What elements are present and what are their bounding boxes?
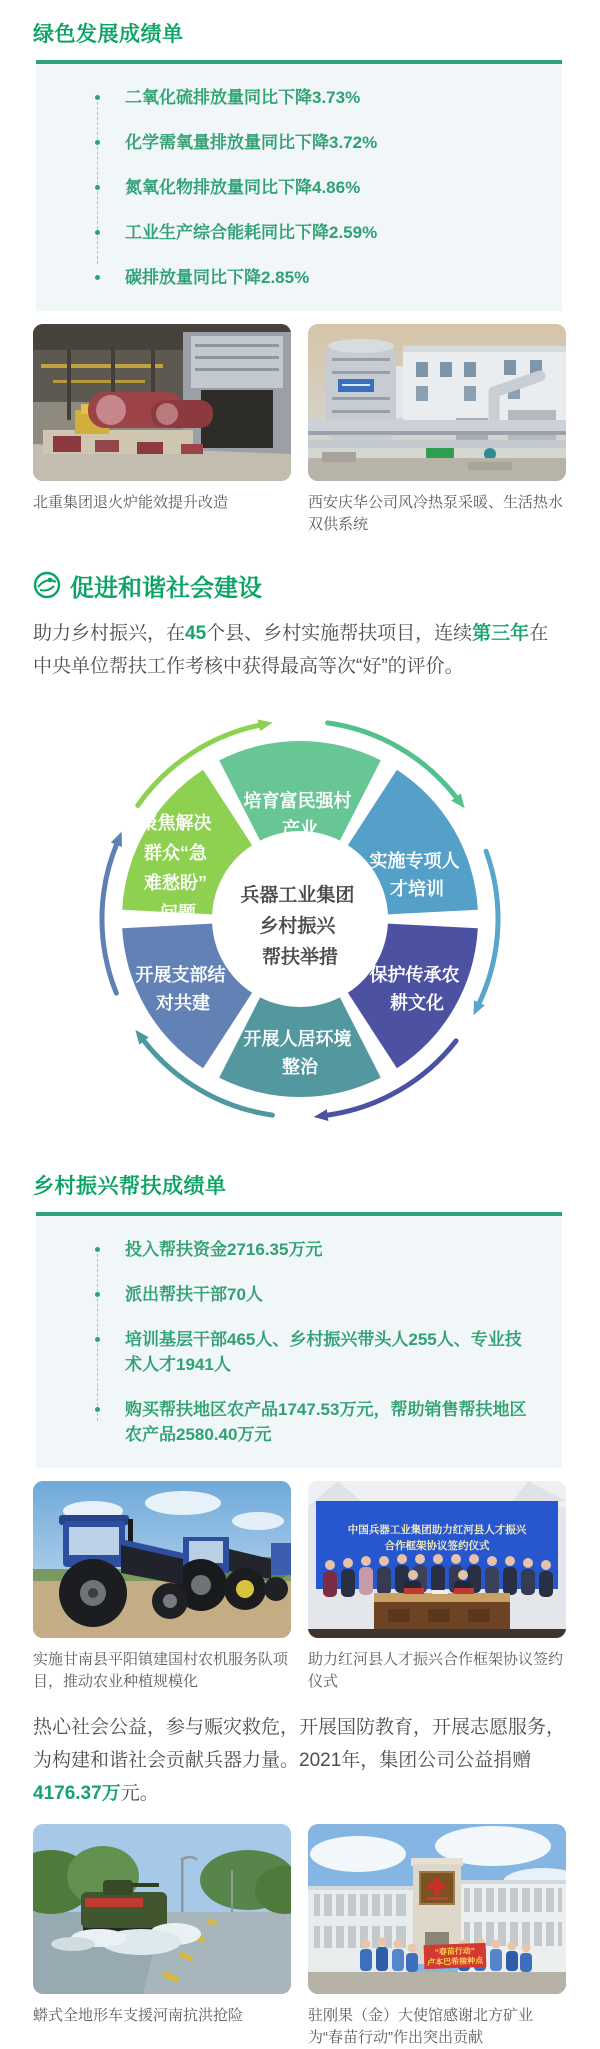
svg-text:卢本巴希接种点: 卢本巴希接种点 (427, 1956, 484, 1968)
figure-vaccination-site (308, 1824, 566, 2049)
harmony-globe-icon (33, 571, 61, 599)
list-item: 二氧化硫排放量同比下降3.73% (80, 85, 536, 110)
paragraph-text: 助力乡村振兴，在 (33, 622, 186, 644)
assistance-wheel-diagram (85, 707, 515, 1136)
wheel-label-industry: 培育富民强村 产业 (243, 791, 352, 839)
list-item: 碳排放量同比下降2.85% (80, 265, 536, 290)
figure-annealing-furnace (33, 324, 291, 536)
list-item: 派出帮扶干部70人 (80, 1282, 536, 1307)
list-item: 投入帮扶资金2716.35万元 (80, 1237, 536, 1262)
rural-scorecard-list (80, 1237, 536, 1447)
list-item: 化学需氧量排放量同比下降3.72% (80, 130, 536, 155)
social-paragraph (33, 617, 567, 684)
figure-caption: 助力红河县人才振兴合作框架协议签约仪式 (308, 1651, 564, 1690)
figure-signing-ceremony (308, 1481, 566, 1693)
figure-caption: 驻刚果（金）大使馆感谢北方矿业为“春苗行动”作出突出贡献 (308, 2007, 534, 2046)
figure-heat-pump (308, 324, 566, 536)
highlighted-figure: 45 (185, 622, 207, 644)
signing-backdrop-title-line1: 中国兵器工业集团助力红河县人才振兴 (347, 1524, 527, 1536)
green-figures-row (33, 324, 567, 536)
highlighted-figure: 4176.37万 (33, 1783, 121, 1804)
list-item: 工业生产综合能耗同比下降2.59% (80, 220, 536, 245)
svg-text:“春苗行动”: “春苗行动” (434, 1946, 475, 1957)
wheel-label-party: 开展支部结 对共建 (135, 965, 226, 1013)
photo-annealing-furnace-image (33, 324, 291, 481)
social-section-header (33, 568, 567, 603)
wheel-label-culture: 保护传承农 耕文化 (369, 965, 460, 1013)
highlighted-figure: 第三年 (472, 622, 530, 644)
list-item: 氮氧化物排放量同比下降4.86% (80, 175, 536, 200)
paragraph-text: 个县、乡村实施帮扶项目，连续 (206, 622, 473, 644)
welfare-figures-row (33, 1824, 567, 2049)
wheel-label-talent: 实施专项人 才培训 (369, 851, 460, 899)
photo-tractors-image (33, 1481, 291, 1638)
figure-caption: 蟒式全地形车支援河南抗洪抢险 (33, 2007, 244, 2025)
figure-flood-rescue (33, 1824, 291, 2049)
welfare-paragraph (33, 1711, 567, 1811)
figure-caption: 北重集团退火炉能效提升改造 (33, 494, 229, 511)
photo-flood-rescue-image (33, 1824, 291, 1994)
green-scorecard-list (80, 85, 536, 290)
paragraph-text: 元。 (120, 1783, 159, 1804)
paragraph-text: 在中央单位帮扶工作考核中获得最高等次“好”的评价。 (33, 622, 549, 677)
figure-caption: 西安庆华公司风冷热泵采暖、生活热水双供系统 (308, 494, 564, 533)
vaccination-banner (424, 1943, 487, 1969)
green-scorecard-title: 绿色发展成绩单 (33, 23, 184, 46)
wheel-label-urgent: 聚焦解决 群众“急 难愁盼” 问题 (139, 813, 212, 923)
wheel-label-environment: 开展人居环境 整治 (243, 1029, 352, 1077)
paragraph-text: 热心社会公益，参与赈灾救危，开展国防教育，开展志愿服务，为构建和谐社会贡献兵器力量。2021年，集团公司公益捐赠 (33, 1716, 566, 1771)
rural-figures-row (33, 1481, 567, 1693)
photo-vaccination-site-image (308, 1824, 566, 1994)
wheel-center-label: 兵器工业集团 乡村振兴 帮扶举措 (240, 885, 355, 968)
list-item: 购买帮扶地区农产品1747.53万元，帮助销售帮扶地区农产品2580.40万元 (80, 1397, 536, 1447)
figure-tractors (33, 1481, 291, 1693)
rural-scorecard-title: 乡村振兴帮扶成绩单 (33, 1175, 227, 1198)
photo-signing-ceremony-image (308, 1481, 566, 1638)
rural-scorecard-box (36, 1216, 562, 1468)
figure-caption: 实施甘南县平阳镇建国村农机服务队项目，推动农业种植规模化 (33, 1651, 289, 1690)
photo-heat-pump-image (308, 324, 566, 481)
list-item: 培训基层干部465人、乡村振兴带头人255人、专业技术人才1941人 (80, 1327, 536, 1377)
social-section-title: 促进和谐社会建设 (70, 574, 262, 602)
green-scorecard-box (36, 64, 562, 311)
signing-backdrop-title-line2: 合作框架协议签约仪式 (384, 1540, 490, 1552)
